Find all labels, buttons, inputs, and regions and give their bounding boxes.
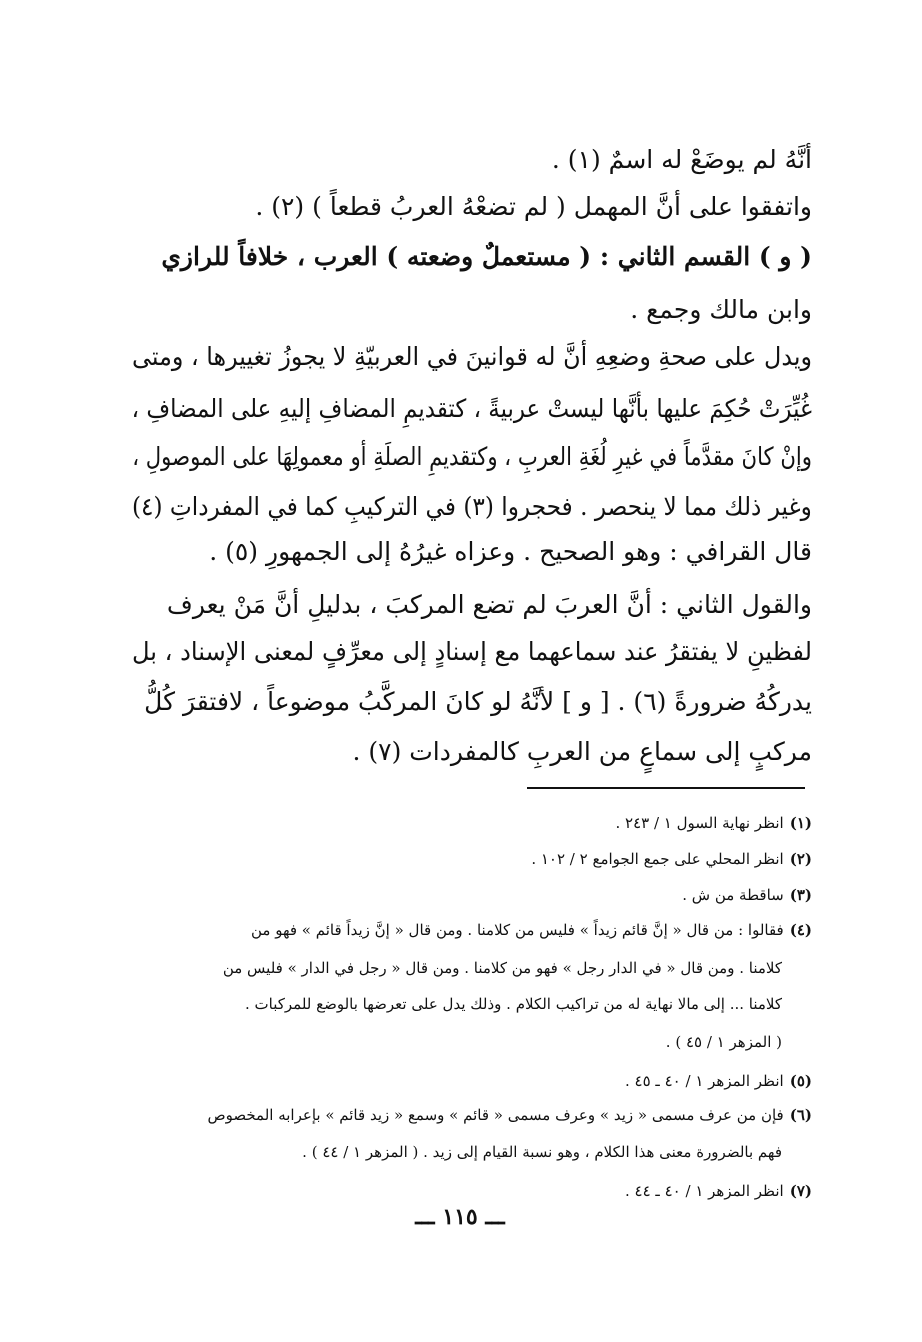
text-line-10: والقول الثاني : أنَّ العربَ لم تضع المركبَ ، بدليلِ أنَّ مَنْ يعرف: [166, 590, 812, 619]
text-line-8: وغير ذلك مما لا ينحصر . فحجروا (٣) في التركيبِ كما في المفرداتِ (٤): [132, 492, 812, 521]
text-line-1: أنَّهُ لم يوضَعْ له اسمٌ (١) .: [551, 145, 812, 174]
footnote-text: فقالوا : من قال « إنَّ قائم زيداً » فليس من كلامنا . ومن قال « إنَّ زيداً قائم » فهو من: [250, 921, 784, 939]
footnote-text: انظر المحلي على جمع الجوامع ٢ / ١٠٢ .: [531, 850, 784, 868]
footnote-text: انظر نهاية السول ١ / ٢٤٣ .: [615, 814, 784, 832]
footnote-number: (٥): [789, 1072, 812, 1090]
footnote-1: [615, 810, 812, 836]
footnote-6: [207, 1102, 812, 1128]
footnote-number: (٤): [789, 921, 812, 939]
footnote-number: (٦): [789, 1106, 812, 1124]
footnote-number: (١): [789, 814, 812, 832]
footnote-text: ساقطة من ش .: [682, 886, 784, 904]
footnote-5: [625, 1068, 812, 1094]
text-line-2: واتفقوا على أنَّ المهمل ( لم تضعْهُ العربُ قطعاً ) (٢) .: [255, 192, 812, 221]
footnote-4: [251, 917, 812, 943]
footnote-number: (٢): [789, 850, 812, 868]
footnote-2: [531, 846, 812, 872]
text-line-5: ويدل على صحةِ وضعِهِ أنَّ له قوانينَ في العربيّةِ لا يجوزُ تغييرها ، ومتى: [132, 342, 812, 371]
footnote-text: فإن من عرف مسمى « زيد » وعرف مسمى « قائم » وسمع « زيد قائم » بإعرابه المخصوص: [207, 1106, 784, 1124]
text-line-13: مركبٍ إلى سماعٍ من العربِ كالمفردات (٧) .: [352, 737, 812, 766]
footnote-divider: [527, 787, 805, 789]
footnote-4-cont-3: ( المزهر ١ / ٤٥ ) .: [665, 1033, 782, 1051]
footnote-text: انظر المزهر ١ / ٤٠ ـ ٤٤ .: [624, 1182, 784, 1200]
footnote-3: [682, 882, 812, 908]
footnote-7: [625, 1178, 812, 1204]
text-line-9: قال القرافي : وهو الصحيح . وعزاه غيرُهُ إلى الجمهورِ (٥) .: [209, 537, 812, 566]
footnote-4-cont-1: كلامنا . ومن قال « في الدار رجل » فهو من كلامنا . ومن قال « رجل في الدار » فليس من: [222, 959, 782, 977]
text-line-3: ( و ) القسم الثاني : ( مستعملٌ وضعته ) العرب ، خلافاً للرازي: [161, 242, 812, 271]
footnote-number: (٣): [789, 886, 812, 904]
text-line-4: وابن مالك وجمع .: [630, 295, 812, 324]
page-number: ـــ ١١٥ ـــ: [415, 1204, 505, 1230]
text-line-6: غُيِّرَتْ حُكِمَ عليها بأنَّها ليستْ عربيةً ، كتقديمِ المضافِ إليهِ على المضافِ ،: [131, 394, 812, 423]
text-line-7: وإنْ كانَ مقدَّماً في غيرِ لُغَةِ العربِ ، وكتقديمِ الصلَةِ أو معمولِهَا على الموصولِ ،: [132, 442, 812, 471]
footnote-4-cont-2: كلامنا ... إلى مالا نهاية له من تراكيب الكلام . وذلك يدل على تعرضها بالوضع للمركبات .: [244, 995, 782, 1013]
text-line-11: لفظينِ لا يفتقرُ عند سماعهما مع إسنادٍ إلى معرِّفٍ لمعنى الإسناد ، بل: [131, 637, 812, 666]
footnote-number: (٧): [789, 1182, 812, 1200]
text-line-12: يدركُهُ ضرورةً (٦) . [ و ] لأنَّهُ لو كانَ المركَّبُ موضوعاً ، لافتقرَ كُلُّ: [144, 687, 812, 716]
footnote-6-cont: فهم بالضرورة معنى هذا الكلام ، وهو نسبة القيام إلى زيد . ( المزهر ١ / ٤٤ ) .: [302, 1143, 782, 1161]
footnote-text: انظر المزهر ١ / ٤٠ ـ ٤٥ .: [624, 1072, 784, 1090]
